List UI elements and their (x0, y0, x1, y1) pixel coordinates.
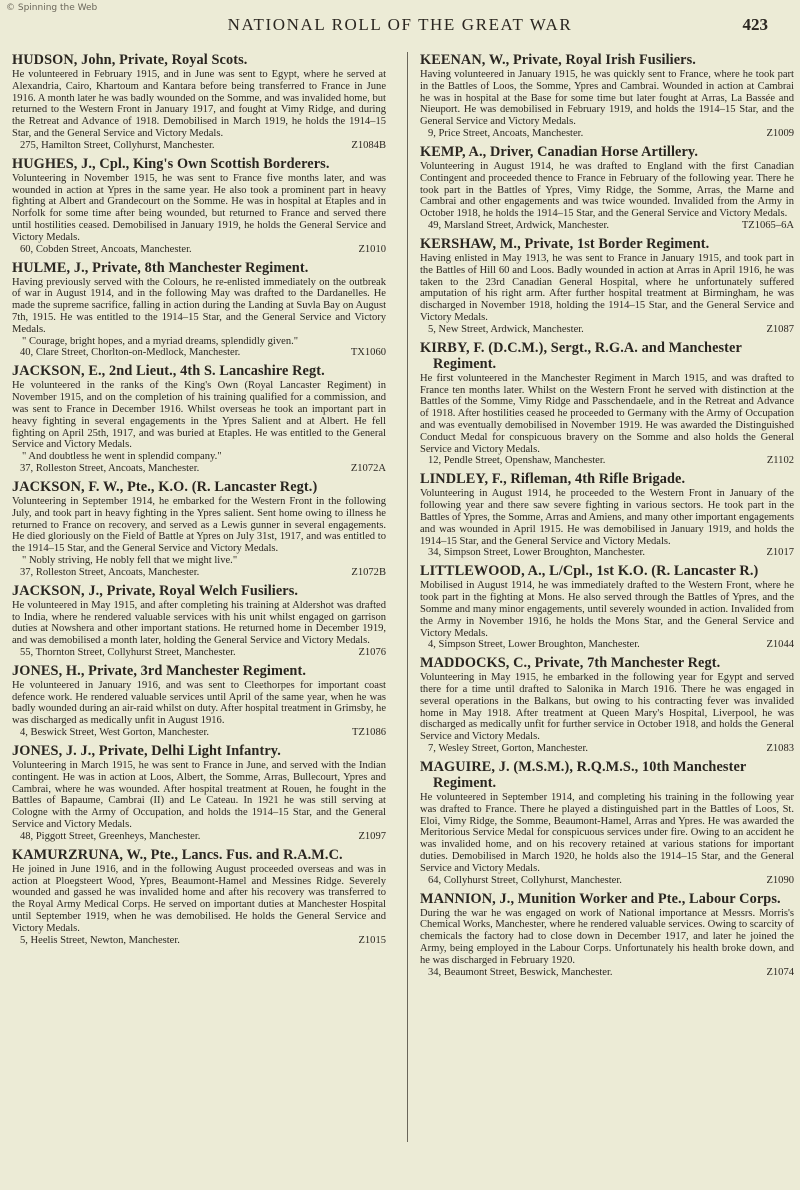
entry-heading: KAMURZRUNA, W., Pte., Lancs. Fus. and R.A.M.C. (12, 846, 343, 863)
entry-address-line (420, 455, 794, 467)
entry-heading: JONES, H., Private, 3rd Manchester Regiment. (12, 662, 306, 679)
running-title: NATIONAL ROLL OF THE GREAT WAR (227, 15, 573, 34)
roll-entry (12, 743, 386, 843)
entry-heading: KEENAN, W., Private, Royal Irish Fusiliers. (420, 52, 696, 68)
entry-reference: TX1060 (350, 347, 386, 359)
entry-address: 37, Rolleston Street, Ancoats, Manchester. (20, 566, 200, 578)
column-divider (407, 52, 408, 1142)
entry-quote: " Courage, bright hopes, and a myriad dreams, splendidly given." (22, 335, 299, 347)
entry-address: 12, Pendle Street, Openshaw, Manchester. (428, 455, 606, 467)
entry-address: 64, Collyhurst Street, Collyhurst, Manchester. (428, 874, 622, 886)
roll-entry (420, 563, 794, 651)
entry-heading: JACKSON, J., Private, Royal Welch Fusiliers. (12, 582, 299, 599)
entry-reference: Z1044 (766, 639, 794, 651)
entry-address: 7, Wesley Street, Gorton, Manchester. (428, 743, 589, 755)
entry-address-line (12, 935, 386, 947)
entry-body: Mobilised in August 1914, he was immediately drafted to the Western Front, where he took part in the fighting at Mons. He also served through the Battles of Ypres, and the Somme and many minor engagements, until severely wounded in action. Invalided from the Army in November 1916, he holds the Mons Star, and the General Service and Victory Medals. (420, 580, 794, 639)
entry-body: He joined in June 1916, and in the following August proceeded overseas and was in action at Ploegsteert Wood, Ypres, Beaumont-Hamel and Messines Ridge. Severely wounded and gassed he was invalided home and after his recovery was transferred to the Royal Army Medical Corps. He served on important duties at Manchester Hospital until September 1919, when he was demobilised. He holds the General Service and Victory Medals. (12, 863, 386, 934)
entry-heading: LITTLEWOOD, A., L/Cpl., 1st K.O. (R. Lancaster R.) (420, 563, 759, 580)
roll-entry (12, 52, 386, 152)
entry-heading: KIRBY, F. (D.C.M.), Sergt., R.G.A. and Manchester Regiment. (420, 339, 742, 372)
roll-entry (420, 471, 794, 559)
entry-address: 5, Heelis Street, Newton, Manchester. (20, 934, 180, 946)
entry-heading: JACKSON, E., 2nd Lieut., 4th S. Lancashire Regt. (12, 363, 325, 380)
entry-heading: HUGHES, J., Cpl., King's Own Scottish Borderers. (12, 155, 330, 172)
entry-address: 4, Beswick Street, West Gorton, Manchester. (20, 727, 210, 739)
page-number: 423 (742, 15, 768, 34)
roll-entry (12, 156, 386, 256)
entry-body: He volunteered in May 1915, and after completing his training at Aldershot was drafted to India, where he rendered valuable services with his unit whilst engaged on garrison duties at Nowshera and other important stations. He returned home in December 1919, and was demobilised a month later, holding the General Service and Victory Medals. (12, 599, 386, 647)
entry-body: He first volunteered in the Manchester Regiment in March 1915, and was drafted to France ten months later. Whilst on the Western Front he served with distinction at the Battles of the Somme, Vimy Ridge and Passchendaele, and in the Retreat and Advance of 1918. After hostilities ceased he proceeded to Germany with the Army of Occupation and was eventually demobilised in November 1919. He was awarded the Distinguished Conduct Medal for conspicuous bravery on the Somme and also holds the General Service and Victory Medals. (420, 372, 794, 455)
roll-entry (12, 663, 386, 739)
entry-body: He volunteered in the ranks of the King's Own (Royal Lancaster Regiment) in November 1915, and on the completion of his training qualified for a commission, and was sent to France in December 1916. Whilst overseas he took an important part in heavy fighting in several engagements in the Ypres Salient and at Albert. He fell fighting on April 25th, 1917, and was buried at Etaples. He was entitled to the General Service and Victory Medals. (12, 380, 386, 451)
entry-address-line (420, 967, 794, 979)
entry-body: Having previously served with the Colours, he re-enlisted immediately on the outbreak of war in August 1914, and in the following May was drafted to the Dardanelles. He made the supreme sacrifice, falling in action during the Landing at Suvla Bay on August 7th, 1915. He was entitled to the 1914–15 Star, and the General Service and Victory Medals. (12, 276, 386, 335)
entry-address-line (420, 128, 794, 140)
entry-heading: HUDSON, John, Private, Royal Scots. (12, 52, 248, 68)
roll-entry (420, 340, 794, 468)
entry-address: 49, Marsland Street, Ardwick, Manchester. (428, 219, 610, 231)
entry-quote: " And doubtless he went in splendid company." (22, 451, 222, 463)
page-header (0, 15, 800, 39)
entry-heading: JACKSON, F. W., Pte., K.O. (R. Lancaster Regt.) (12, 478, 318, 495)
entry-reference: Z1010 (358, 243, 386, 255)
entry-address: 60, Cobden Street, Ancoats, Manchester. (20, 243, 192, 255)
left-column (12, 52, 386, 951)
roll-entry (420, 655, 794, 755)
entry-address-line (420, 639, 794, 651)
roll-entry (420, 759, 794, 887)
entry-body: Having volunteered in January 1915, he was quickly sent to France, where he took part in the Battles of Loos, the Somme, Ypres and Cambrai. Wounded in action at Cambrai he was in hospital at the Base for some time but later fought at Arras, La Bassée and Nieuport. He was demobilised in February 1919, and holds the 1914–15 Star, and the General Service and Victory Medals. (420, 69, 794, 128)
entry-body: Having enlisted in May 1913, he was sent to France in January 1915, and took part in the Battles of Hill 60 and Loos. Badly wounded in action at Arras in April 1916, he was taken to the 23rd Canadian General Hospital, where he unfortunately suffered amputation of his right arm. After further hospital treatment at Birmingham, he was discharged in November 1918, holding the 1914–15 Star, and the General Service and Victory Medals. (420, 252, 794, 323)
entry-heading: HULME, J., Private, 8th Manchester Regiment. (12, 259, 309, 276)
entry-body: Volunteering in May 1915, he embarked in the following year for Egypt and served there for a time until drafted to Salonika in March 1916. There he was engaged in several operations in the Balkans, but owing to his contracting fever was invalided home in May 1918. After treatment at Queen Mary's Hospital, Liverpool, he was discharged as medically unfit for further service in October 1918, and holds the General Service and Victory Medals. (420, 672, 794, 743)
roll-entry (12, 260, 386, 360)
entry-reference: Z1015 (358, 934, 386, 946)
entry-address: 34, Simpson Street, Lower Broughton, Manchester. (428, 547, 646, 559)
entry-reference: Z1076 (358, 646, 386, 658)
entry-body: Volunteering in March 1915, he was sent to France in June, and served with the Indian contingent. He was in action at Loos, Albert, the Somme, Arras, Bullecourt, Ypres and Cambrai, where he was wounded. After hospital treatment at Rouen, he fought in the Battles of Bapaume, Cambrai (II) and Le Cateau. In 1921 he was still serving at Cologne with the Army of Occupation, and holds the 1914–15 Star, and the General Service and Victory Medals. (12, 760, 386, 831)
roll-entry (12, 847, 386, 947)
entry-address: 9, Price Street, Ancoats, Manchester. (428, 127, 584, 139)
entry-reference: Z1087 (766, 323, 794, 335)
roll-entry (420, 891, 794, 979)
entry-body: He volunteered in January 1916, and was sent to Cleethorpes for important coast defence work. He rendered valuable services until April of the same year, when he was badly wounded during an air-raid whilst on duty. After hospital treatment in Grimsby, he was discharged as medically unfit in August 1916. (12, 679, 386, 727)
entry-reference: Z1009 (766, 127, 794, 139)
entry-heading: MANNION, J., Munition Worker and Pte., Labour Corps. (420, 890, 781, 907)
entry-address-line (420, 875, 794, 887)
entry-reference: Z1084B (351, 139, 386, 151)
roll-entry (420, 52, 794, 140)
entry-body: During the war he was engaged on work of National importance at Messrs. Morris's Chemical Works, Manchester, where he rendered valuable services. Owing to scarcity of chemicals the factory had to close down in December 1917, and later he joined the Army, being employed in the Labour Corps. Unfortunately his health broke down, and he was discharged in February 1920. (420, 907, 794, 966)
entry-address-line (12, 140, 386, 152)
entry-address-line (12, 244, 386, 256)
entry-body: Volunteering in August 1914, he was drafted to England with the first Canadian Contingent and proceeded thence to France in February of the following year. There he took part in the Battles of Ypres, Vimy Ridge, the Somme, Arras, the Marne and Cambrai and other engagements and was twice wounded. Invalided from the Army in October 1918, he holds the 1914–15 Star, and the General Service and Victory Medals. (420, 160, 794, 220)
entry-reference: Z1074 (766, 966, 794, 978)
entry-address-line (12, 831, 386, 843)
roll-entry (420, 144, 794, 232)
entry-address-line (420, 547, 794, 559)
entry-address: 37, Rolleston Street, Ancoats, Manchester. (20, 462, 200, 474)
entry-address-line (420, 220, 794, 232)
entry-address: 48, Piggott Street, Greenheys, Manchester. (20, 830, 201, 842)
entry-body: He volunteered in February 1915, and in June was sent to Egypt, where he served at Alexandria, Cairo, Khartoum and Kantara before being transferred to France in June 1916. A month later he was badly wounded on the Somme, and was invalided home, but returned to the Western Front in January 1917, and fought at Vimy Ridge, and during the Retreat and Advance of 1918. Demobilised in March 1919, he holds the 1914–15 Star, and the General Service and Victory Medals. (12, 69, 386, 139)
roll-entry (420, 236, 794, 336)
entry-reference: Z1072B (351, 566, 386, 578)
entry-address-line (12, 347, 386, 359)
entry-reference: Z1083 (766, 743, 794, 755)
entry-heading: KEMP, A., Driver, Canadian Horse Artillery. (420, 143, 699, 160)
right-column (420, 52, 794, 983)
entry-reference: Z1102 (766, 455, 794, 467)
entry-address: 34, Beaumont Street, Beswick, Manchester. (428, 966, 613, 978)
watermark: © Spinning the Web (6, 3, 98, 13)
entry-heading: MADDOCKS, C., Private, 7th Manchester Regt. (420, 655, 721, 672)
roll-entry (12, 363, 386, 475)
entry-body: Volunteering in August 1914, he proceeded to the Western Front in January of the following year and there saw severe fighting in various sectors. He took part in the Battles of Ypres, the Somme, Arras and Amiens, and many other important engagements and was wounded in April 1915. He was demobilised in January 1919, and holds the 1914–15 Star, and the General Service and Victory Medals. (420, 488, 794, 547)
entry-address-line (12, 727, 386, 739)
entry-quote: " Nobly striving, He nobly fell that we might live." (22, 554, 238, 566)
entry-address-line (420, 324, 794, 336)
entry-address-line (12, 567, 386, 579)
entry-address-line (12, 647, 386, 659)
roll-entry (12, 479, 386, 579)
entry-reference: TZ1065–6A (741, 219, 794, 231)
entry-body: He volunteered in September 1914, and completing his training in the following year was drafted to France. There he played a distinguished part in the Battles of Loos, St. Eloi, Vimy Ridge, the Somme, Beaumont-Hamel, Arras and Ypres. He was awarded the Meritorious Service Medal for conspicuous services under fire. Owing to an accident he was invalided home, and on his recovery retained at various stations for important duties. Demobilised in March 1920, he holds also the 1914–15 Star, and the General Service and Victory Medals. (420, 792, 794, 874)
entry-address-line (420, 743, 794, 755)
entry-reference: TZ1086 (352, 727, 386, 739)
entry-address: 4, Simpson Street, Lower Broughton, Manchester. (428, 639, 640, 651)
entry-address: 40, Clare Street, Chorlton-on-Medlock, Manchester. (20, 347, 241, 359)
entry-address-line (12, 463, 386, 475)
roll-entry (12, 583, 386, 659)
entry-reference: Z1097 (358, 830, 386, 842)
entry-address: 5, New Street, Ardwick, Manchester. (428, 323, 584, 335)
entry-body: Volunteering in September 1914, he embarked for the Western Front in the following July, and took part in heavy fighting in the Ypres salient. Sent home owing to illness he returned to France on recovery, and served as a Lewis gunner in several engagements. He died gloriously on the Field of Battle at Ypres on July 31st, 1917, and was entitled to the 1914–15 Star, and the General Service and Victory Medals. (12, 495, 386, 555)
entry-address: 55, Thornton Street, Collyhurst Street, Manchester. (20, 646, 236, 658)
entry-reference: Z1090 (766, 874, 794, 886)
entry-heading: LINDLEY, F., Rifleman, 4th Rifle Brigade. (420, 471, 686, 488)
entry-body: Volunteering in November 1915, he was sent to France five months later, and was wounded in action at Ypres in the same year. He also took a prominent part in heavy fighting at Albert and Grandecourt on the Somme. He was in hospital at Etaples and in Norfolk for some time after being wounded, but returned to France and served there until hostilities ceased. Demobilised in January 1919, he holds the General Service and Victory Medals. (12, 172, 386, 243)
entry-reference: Z1072A (350, 462, 386, 474)
entry-address: 275, Hamilton Street, Collyhurst, Manchester. (20, 139, 215, 151)
entry-heading: KERSHAW, M., Private, 1st Border Regiment. (420, 235, 710, 252)
entry-heading: JONES, J. J., Private, Delhi Light Infantry. (12, 743, 281, 760)
entry-heading: MAGUIRE, J. (M.S.M.), R.Q.M.S., 10th Manchester Regiment. (420, 759, 747, 792)
entry-reference: Z1017 (766, 547, 794, 559)
